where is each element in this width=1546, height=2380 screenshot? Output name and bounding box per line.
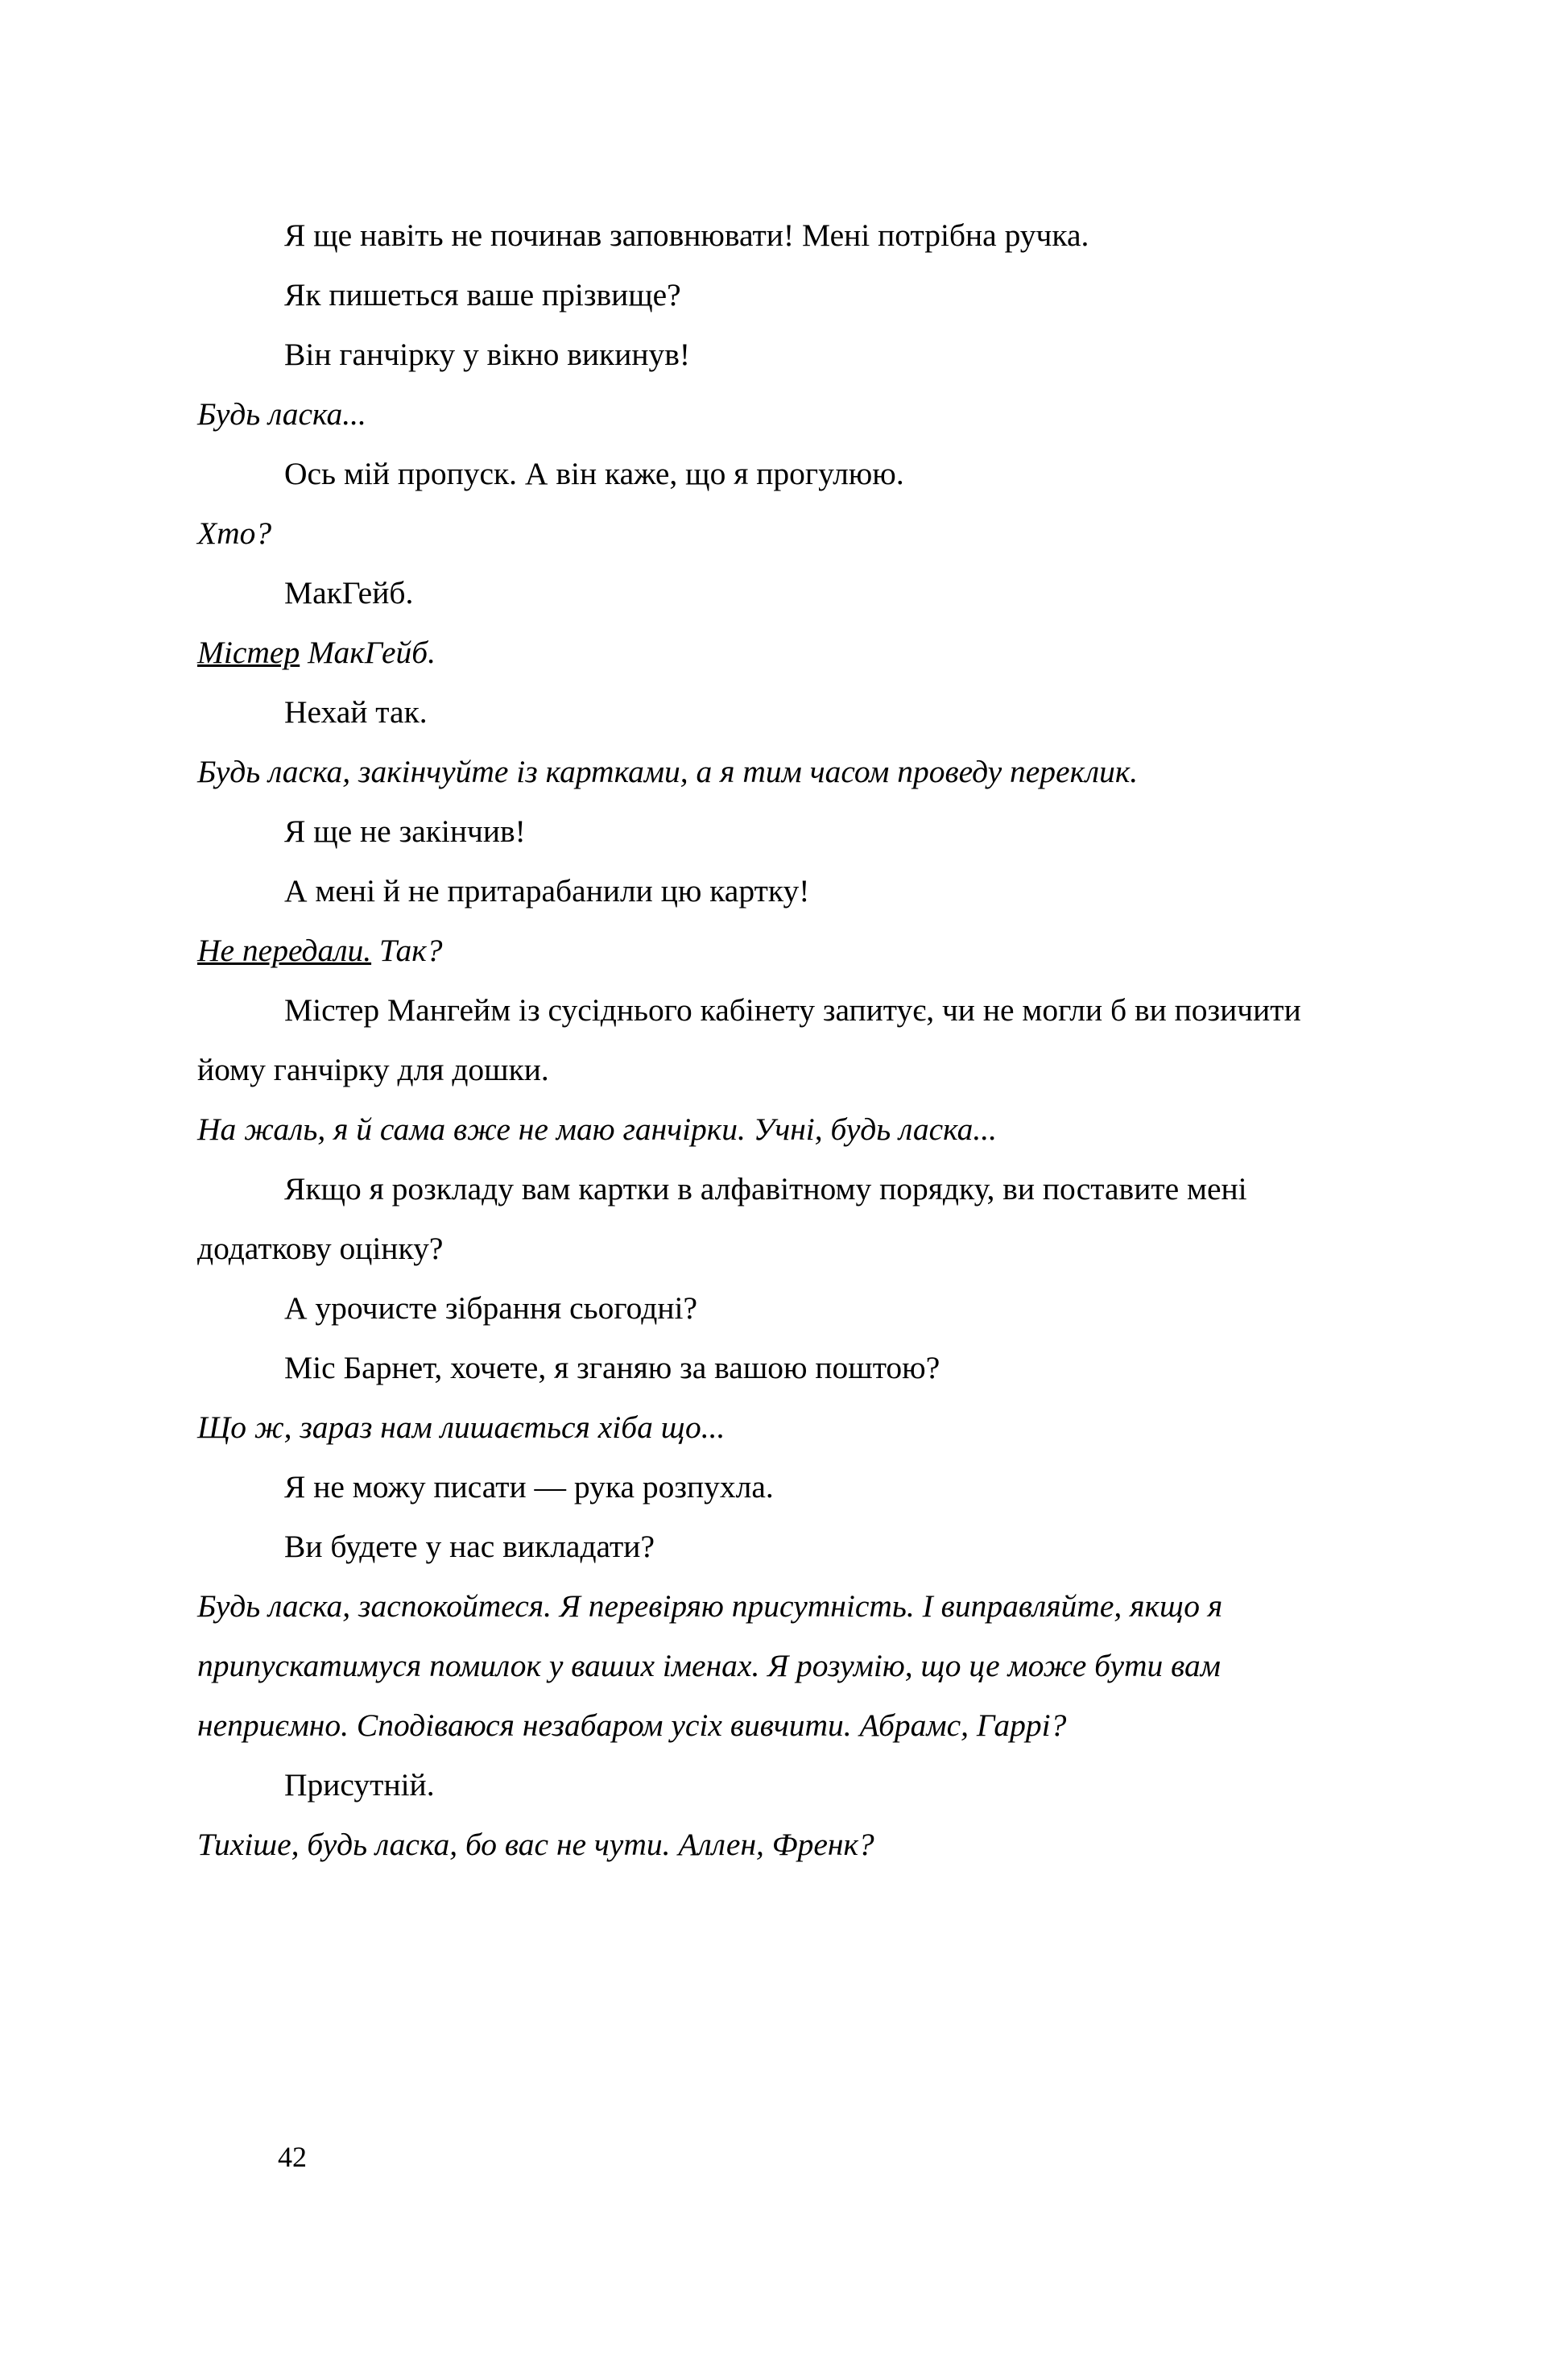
page-body	[197, 205, 1365, 1874]
dialogue-line: Будь ласка, заспокойтеся. Я перевіряю присутність. І виправляйте, якщо я припускатимуся помилок у ваших іменах. Я розумію, що це може бути вам неприємно. Сподіваюся незабаром усіх вивчити. Абрамс, Гаррі?	[197, 1588, 1223, 1743]
dialogue-line: Будь ласка...	[197, 396, 366, 432]
dialogue-line: Містер Мангейм із сусіднього кабінету запитує, чи не могли б ви позичити йому ганчірку для дошки.	[197, 992, 1301, 1087]
dialogue-line-text: Так?	[371, 933, 443, 968]
dialogue-line: Якщо я розкладу вам картки в алфавітному порядку, ви поставите мені додаткову оцінку?	[197, 1171, 1247, 1266]
dialogue-emphasis: Не передали.	[197, 933, 372, 968]
dialogue-line: Присутній.	[284, 1767, 435, 1803]
dialogue-line: Я ще не закінчив!	[284, 813, 526, 849]
dialogue-line: На жаль, я й сама вже не маю ганчірки. Учні, будь ласка...	[197, 1111, 997, 1147]
dialogue-line	[197, 623, 1365, 682]
dialogue-emphasis: Містер	[197, 635, 300, 670]
dialogue-line: Що ж, зараз нам лишається хіба що...	[197, 1409, 725, 1445]
dialogue-line: Нехай так.	[284, 694, 428, 730]
dialogue-line: А урочисте зібрання сьогодні?	[284, 1290, 697, 1326]
dialogue-line: Він ганчірку у вікно викинув!	[284, 337, 691, 372]
dialogue-line: Я не можу писати — рука розпухла.	[284, 1469, 774, 1505]
dialogue-line: Міс Барнет, хочете, я зганяю за вашою поштою?	[284, 1350, 940, 1385]
dialogue-line: Я ще навіть не починав заповнювати! Мені потрібна ручка.	[284, 217, 1089, 253]
dialogue-line: МакГейб.	[284, 575, 414, 611]
dialogue-line-text: МакГейб.	[300, 635, 436, 670]
dialogue-line	[197, 921, 1365, 980]
dialogue-line: Хто?	[197, 515, 272, 551]
dialogue-line: Ось мій пропуск. А він каже, що я прогулюю.	[284, 456, 904, 491]
dialogue-line: Тихіше, будь ласка, бо вас не чути. Аллен, Френк?	[197, 1827, 874, 1862]
dialogue-line: Як пишеться ваше прізвище?	[284, 277, 681, 313]
page-number: 42	[278, 2141, 307, 2173]
dialogue-line: Будь ласка, закінчуйте із картками, а я тим часом проведу переклик.	[197, 754, 1139, 789]
dialogue-line: А мені й не притарабанили цю картку!	[284, 873, 810, 909]
dialogue-line: Ви будете у нас викладати?	[284, 1529, 655, 1564]
